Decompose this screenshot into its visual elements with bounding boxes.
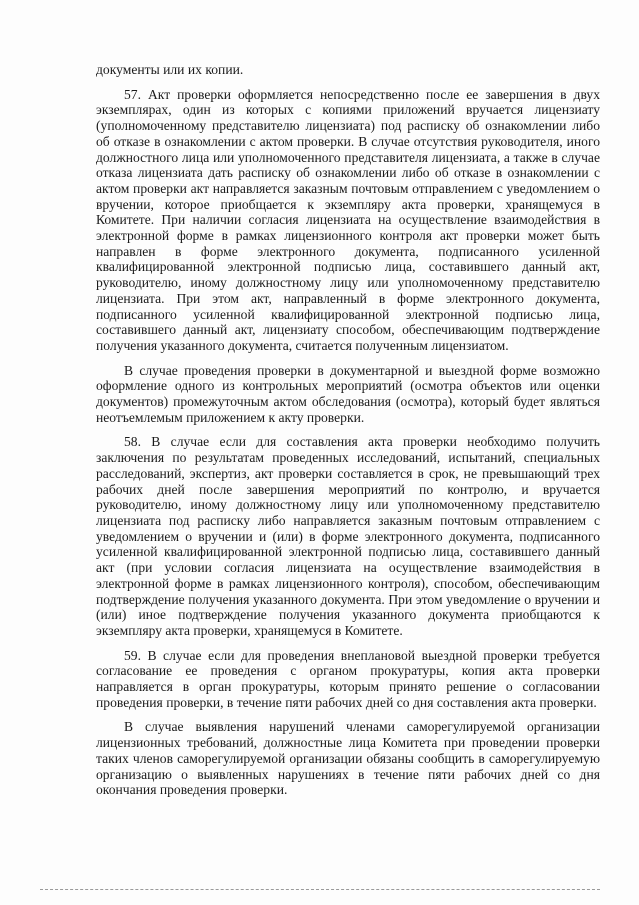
paragraph-57: 57. Акт проверки оформляется непосредственно после ее завершения в двух экземплярах, один из которых с копиями приложений вручается лицензиату (уполномоченному представителю лицензиата) под расписку об ознакомлении либо об отказе в ознакомлении с актом проверки. В случае отсутствия руководителя, иного должностного лица или уполномоченного представителя лицензиата, а также в случае отказа лицензиата дать расписку об ознакомлении либо об отказе в ознакомлении с актом проверки акт направляется заказным почтовым отправлением с уведомлением о вручении, которое приобщается к экземпляру акта проверки, хранящемуся в Комитете. При наличии согласия лицензиата на осуществление взаимодействия в электронной форме в рамках лицензионного контроля акт проверки может быть направлен в форме электронного документа, подписанного усиленной квалифицированной электронной подписью лица, составившего данный акт, руководителю, иному должностному лицу или уполномоченному представителю лицензиата. При этом акт, направленный в форме электронного документа, подписанного усиленной квалифицированной электронной подписью лица, составившего данный акт, лицензиату способом, обеспечивающим подтверждение получения указанного документа, считается полученным лицензиатом. xyxy=(96,86,600,353)
paragraph-57-addendum: В случае проведения проверки в документарной и выездной форме возможно оформление одного из контрольных мероприятий (осмотра объектов или оценки документов) промежуточным актом обследования (осмотра), который будет являться неотъемлемым приложением к акту проверки. xyxy=(96,362,600,425)
paragraph-59-addendum: В случае выявления нарушений членами саморегулируемой организации лицензионных требований, должностные лица Комитета при проведении проверки таких членов саморегулируемой организации обязаны сообщить в саморегулируемую организацию о выявленных нарушениях в течение пяти рабочих дней со дня окончания проведения проверки. xyxy=(96,719,600,798)
paragraph-59: 59. В случае если для проведения внеплановой выездной проверки требуется согласование ее проведения с органом прокуратуры, копия акта проверки направляется в орган прокуратуры, которым принято решение о согласовании проведения проверки, в течение пяти рабочих дней со дня составления акта проверки. xyxy=(96,647,600,710)
scan-edge-line xyxy=(40,889,600,890)
paragraph-58: 58. В случае если для составления акта проверки необходимо получить заключения по результатам проведенных исследований, испытаний, специальных расследований, экспертиз, акт проверки составляется в срок, не превышающий трех рабочих дней после завершения мероприятий по контролю, и вручается руководителю, иному должностному лицу или уполномоченному представителю лицензиата под расписку либо направляется заказным почтовым отправлением с уведомлением о вручении и (или) в форме электронного документа, подписанного усиленной квалифицированной электронной подписью лица, составившего данный акт (при условии согласия лицензиата на осуществление взаимодействия в электронной форме в рамках лицензионного контроля), способом, обеспечивающим подтверждение получения указанного документа. При этом уведомление о вручении и (или) иное подтверждение получения указанного документа приобщаются к экземпляру акта проверки, хранящемуся в Комитете. xyxy=(96,434,600,638)
continuation-line: документы или их копии. xyxy=(96,62,244,77)
document-body xyxy=(96,62,600,798)
